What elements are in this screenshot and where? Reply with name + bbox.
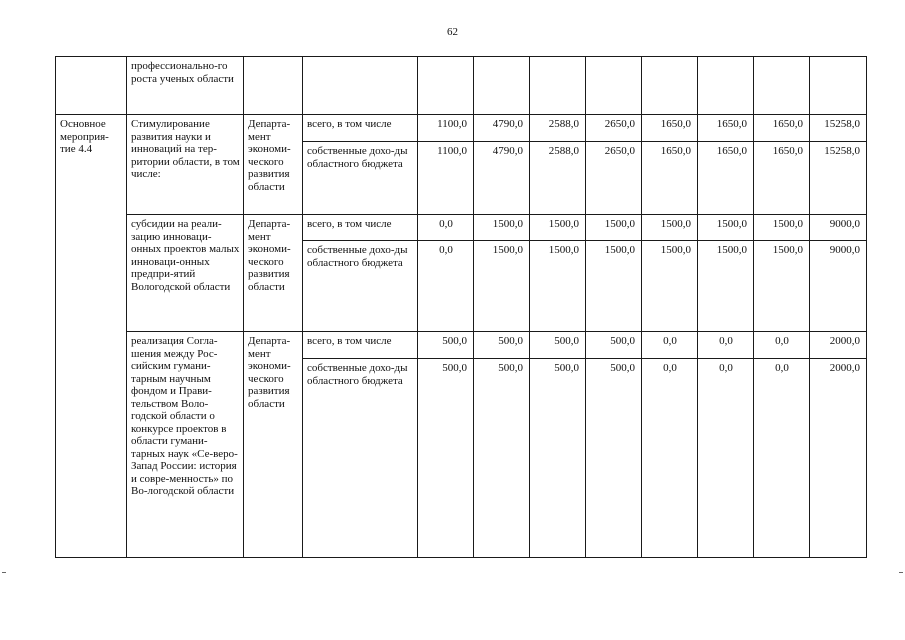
table-row xyxy=(56,115,867,142)
value-cell: 500,0 xyxy=(474,359,530,558)
value-cell: 0,0 xyxy=(418,241,474,332)
total-cell: 15258,0 xyxy=(810,115,867,142)
value-cell: 1650,0 xyxy=(698,142,754,215)
activity-name-cell: реализация Согла-шения между Рос-сийским гумани-тарным научным фондом и Прави-тельством Воло-годской области о конкурсе проектов в области гумани-тарных наук «Се-веро-Запад России: история и совре-менность» по Во-логодской области xyxy=(127,332,244,558)
executor-cell: Департа-мент экономи-ческого развития области xyxy=(244,115,303,215)
value-cell: 1500,0 xyxy=(642,215,698,241)
table-row xyxy=(56,57,867,115)
activity-name-cell: профессионально-го роста ученых области xyxy=(127,57,244,115)
value-cell: 1500,0 xyxy=(754,241,810,332)
source-cell xyxy=(303,57,418,115)
total-cell: 15258,0 xyxy=(810,142,867,215)
value-cell: 2588,0 xyxy=(530,142,586,215)
value-cell: 0,0 xyxy=(698,332,754,359)
value-cell: 1500,0 xyxy=(642,241,698,332)
total-cell: 2000,0 xyxy=(810,332,867,359)
value-cell: 2588,0 xyxy=(530,115,586,142)
value-cell: 1650,0 xyxy=(754,115,810,142)
value-cell: 1650,0 xyxy=(642,142,698,215)
activity-name-cell: Стимулирование развития науки и инноваций на тер-ритории области, в том числе: xyxy=(127,115,244,215)
value-cell: 4790,0 xyxy=(474,115,530,142)
page-number: 62 xyxy=(447,26,458,38)
value-cell: 1650,0 xyxy=(642,115,698,142)
activity-name-cell: субсидии на реали-зацию инноваци-онных проектов малых инноваци-онных предпри-ятий Вологодской области xyxy=(127,215,244,332)
value-cell: 2650,0 xyxy=(586,115,642,142)
value-cell: 1500,0 xyxy=(530,241,586,332)
source-cell: собственные дохо-ды областного бюджета xyxy=(303,241,418,332)
value-cell: 1100,0 xyxy=(418,142,474,215)
value-cell: 500,0 xyxy=(418,359,474,558)
value-cell: 1100,0 xyxy=(418,115,474,142)
margin-mark-right xyxy=(899,572,903,573)
value-cell: 2650,0 xyxy=(586,142,642,215)
value-cell: 0,0 xyxy=(754,359,810,558)
source-cell: собственные дохо-ды областного бюджета xyxy=(303,359,418,558)
value-cell: 0,0 xyxy=(754,332,810,359)
table-row xyxy=(56,332,867,359)
value-cell: 1500,0 xyxy=(754,215,810,241)
value-cell: 1500,0 xyxy=(698,241,754,332)
value-cell: 1500,0 xyxy=(474,215,530,241)
executor-cell: Департа-мент экономи-ческого развития области xyxy=(244,332,303,558)
value-cell: 500,0 xyxy=(586,332,642,359)
value-cell: 0,0 xyxy=(642,332,698,359)
value-cell: 500,0 xyxy=(474,332,530,359)
value-cell: 1500,0 xyxy=(698,215,754,241)
source-cell: собственные дохо-ды областного бюджета xyxy=(303,142,418,215)
value-cell: 0,0 xyxy=(642,359,698,558)
value-cell: 1650,0 xyxy=(754,142,810,215)
executor-cell: Департа-мент экономи-ческого развития области xyxy=(244,215,303,332)
value-cell: 500,0 xyxy=(530,332,586,359)
total-cell: 9000,0 xyxy=(810,241,867,332)
value-cell: 1650,0 xyxy=(698,115,754,142)
value-cell: 1500,0 xyxy=(530,215,586,241)
total-cell: 9000,0 xyxy=(810,215,867,241)
source-cell: всего, в том числе xyxy=(303,115,418,142)
value-cell: 0,0 xyxy=(698,359,754,558)
margin-mark-left xyxy=(2,572,6,573)
value-cell: 4790,0 xyxy=(474,142,530,215)
measure-label: Основное мероприя-тие 4.4 xyxy=(56,115,127,558)
value-cell: 1500,0 xyxy=(586,215,642,241)
source-cell: всего, в том числе xyxy=(303,215,418,241)
total-cell: 2000,0 xyxy=(810,359,867,558)
executor-cell xyxy=(244,57,303,115)
value-cell: 500,0 xyxy=(418,332,474,359)
value-cell: 1500,0 xyxy=(586,241,642,332)
financing-table xyxy=(55,56,867,558)
value-cell: 500,0 xyxy=(586,359,642,558)
value-cell: 500,0 xyxy=(530,359,586,558)
value-cell: 0,0 xyxy=(418,215,474,241)
value-cell: 1500,0 xyxy=(474,241,530,332)
measure-cell xyxy=(56,57,127,115)
table-row xyxy=(56,215,867,241)
source-cell: всего, в том числе xyxy=(303,332,418,359)
